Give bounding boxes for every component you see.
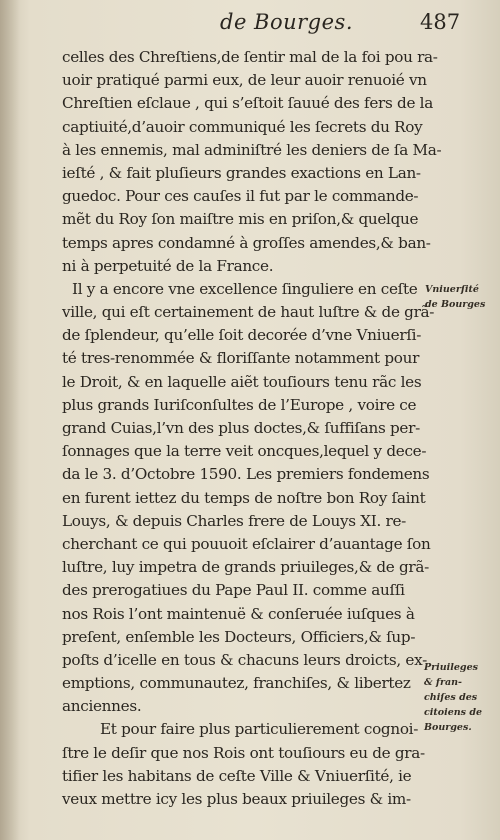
- marginal-note-line: Vniuerſité: [425, 284, 479, 295]
- text-line: guedoc. Pour ces cauſes il fut par le commande-: [62, 187, 419, 206]
- text-line: le Droit, & en laquelle aiẽt touſiours tenu rãc les: [62, 372, 422, 391]
- text-line: temps apres condamné à groſſes amendes,& ban-: [62, 233, 431, 252]
- marginal-note-line: de Bourges: [425, 299, 486, 310]
- text-line: da le 3. d’Octobre 1590. Les premiers fondemens: [62, 465, 430, 484]
- marginal-note-line: citoiens de: [424, 707, 483, 718]
- text-line: celles des Chreſtiens,de ſentir mal de la foi pou ra-: [62, 48, 438, 66]
- text-line: tifier les habitans de ceſte Ville & Vniuerſité, ie: [62, 766, 412, 785]
- text-line: captiuité,d’auoir communiqué les ſecrets du Roy: [62, 117, 423, 136]
- text-line: veux mettre icy les plus beaux priuileges & im-: [62, 790, 411, 808]
- text-line: grand Cuias,l’vn des plus doctes,& ſuffiſans per-: [62, 419, 420, 437]
- text-line: té tres-renommée & floriſſante notamment pour: [62, 349, 420, 368]
- marginal-note-line: chiſes des: [424, 692, 478, 703]
- text-line: nos Rois l’ont maintenuë & conſeruée iuſques à: [62, 604, 415, 623]
- marginal-note-privileges: [424, 660, 494, 735]
- text-line: poſts d’icelle en tous & chacuns leurs droicts, ex-: [62, 650, 427, 669]
- text-line: ville, qui eſt certainement de haut luſtre & de grã-: [62, 303, 435, 322]
- text-line: en furent iettez du temps de noſtre bon Roy ſaint: [62, 488, 426, 507]
- text-line: anciennes.: [62, 697, 142, 716]
- marginal-note-line: Priuileges: [424, 662, 478, 673]
- marginal-note-line: & fran-: [424, 677, 462, 688]
- text-line: luſtre, luy impetra de grands priuileges,& de grã-: [62, 558, 429, 577]
- text-line: mẽt du Roy ſon maiſtre mis en priſon,& quelque: [62, 210, 419, 229]
- text-line: ni à perpetuité de la France.: [62, 256, 274, 275]
- paragraph-start-line: Et pour faire plus particulierement cognoi-: [100, 720, 419, 739]
- marginal-note-line: Bourges.: [424, 722, 472, 733]
- paragraph-start-line: Il y a encore vne excellence ſinguliere en ceſte: [72, 279, 418, 298]
- text-line: Louys, & depuis Charles frere de Louys XI. re-: [62, 511, 407, 530]
- body-text: [62, 46, 442, 811]
- page-number: 487: [420, 10, 461, 34]
- text-line: plus grands Iuriſconſultes de l’Europe , voire ce: [62, 395, 417, 414]
- gutter-shadow: [0, 0, 20, 840]
- text-line: uoir pratiqué parmi eux, de leur auoir renuoié vn: [62, 71, 427, 90]
- text-line: emptions, communautez, franchiſes, & libertez: [62, 674, 411, 693]
- text-line: cherchant ce qui pouuoit eſclairer d’auantage ſon: [62, 534, 431, 553]
- text-line: à les ennemis, mal adminiſtré les deniers de ſa Ma-: [62, 140, 442, 159]
- text-line: Chreſtien eſclaue , qui s’eſtoit ſauué des fers de la: [62, 94, 433, 113]
- text-line: de ſplendeur, qu’elle ſoit decorée d’vne Vniuerſi-: [62, 326, 422, 345]
- text-line: des prerogatiues du Pape Paul II. comme auſſi: [62, 581, 405, 600]
- running-head: de Bourges.: [220, 10, 354, 34]
- text-line: ieſté , & fait pluſieurs grandes exactions en Lan-: [62, 163, 421, 182]
- text-line: preſent, enſemble les Docteurs, Officiers,& ſup-: [62, 627, 416, 646]
- marginal-note-universite: [425, 282, 485, 312]
- text-line: ſonnages que la terre veit oncques,lequel y dece-: [62, 442, 427, 461]
- page-header: [0, 2, 500, 42]
- text-line: ſtre le deſir que nos Rois ont touſiours eu de gra-: [62, 743, 425, 762]
